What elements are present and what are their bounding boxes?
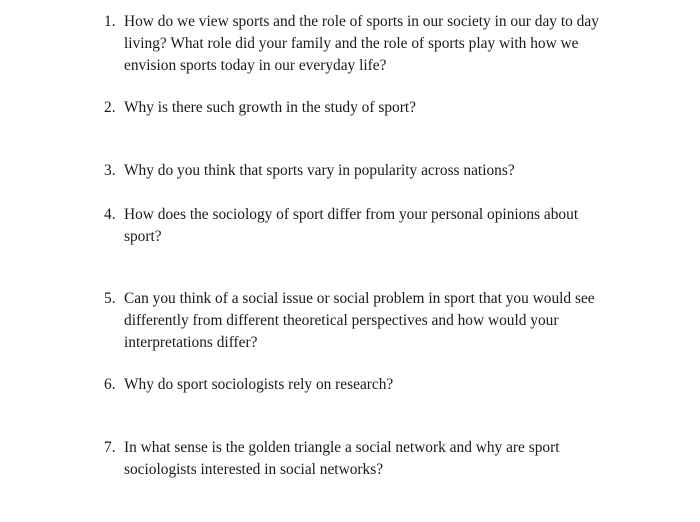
- question-4: [104, 204, 624, 248]
- question-1: [104, 11, 624, 77]
- question-5: [104, 288, 624, 354]
- question-text: [124, 160, 624, 182]
- question-line: interpretations differ?: [124, 334, 258, 351]
- question-line: Why do you think that sports vary in popularity across nations?: [124, 162, 515, 179]
- question-text: [124, 11, 624, 77]
- question-line: living? What role did your family and the role of sports play with how we: [124, 35, 579, 52]
- question-number: 2.: [104, 99, 116, 116]
- question-text: [124, 97, 624, 119]
- question-text: [124, 288, 624, 354]
- question-text: [124, 374, 624, 396]
- question-line: Why do sport sociologists rely on research?: [124, 376, 394, 393]
- question-6: [104, 374, 624, 396]
- question-7: [104, 437, 624, 481]
- question-number: 5.: [104, 290, 116, 307]
- question-line: sport?: [124, 228, 162, 245]
- question-number: 1.: [104, 13, 116, 30]
- question-line: differently from different theoretical perspectives and how would your: [124, 312, 559, 329]
- question-number: 6.: [104, 376, 116, 393]
- question-line: Why is there such growth in the study of sport?: [124, 99, 416, 116]
- question-number: 3.: [104, 162, 116, 179]
- question-line: envision sports today in our everyday life?: [124, 57, 387, 74]
- question-text: [124, 204, 624, 248]
- question-line: In what sense is the golden triangle a social network and why are sport: [124, 439, 560, 456]
- question-line: sociologists interested in social networks?: [124, 461, 384, 478]
- question-3: [104, 160, 624, 182]
- question-2: [104, 97, 624, 119]
- question-line: How do we view sports and the role of sports in our society in our day to day: [124, 13, 599, 30]
- question-number: 7.: [104, 439, 116, 456]
- question-text: [124, 437, 624, 481]
- question-line: Can you think of a social issue or social problem in sport that you would see: [124, 290, 595, 307]
- question-number: 4.: [104, 206, 116, 223]
- question-line: How does the sociology of sport differ from your personal opinions about: [124, 206, 579, 223]
